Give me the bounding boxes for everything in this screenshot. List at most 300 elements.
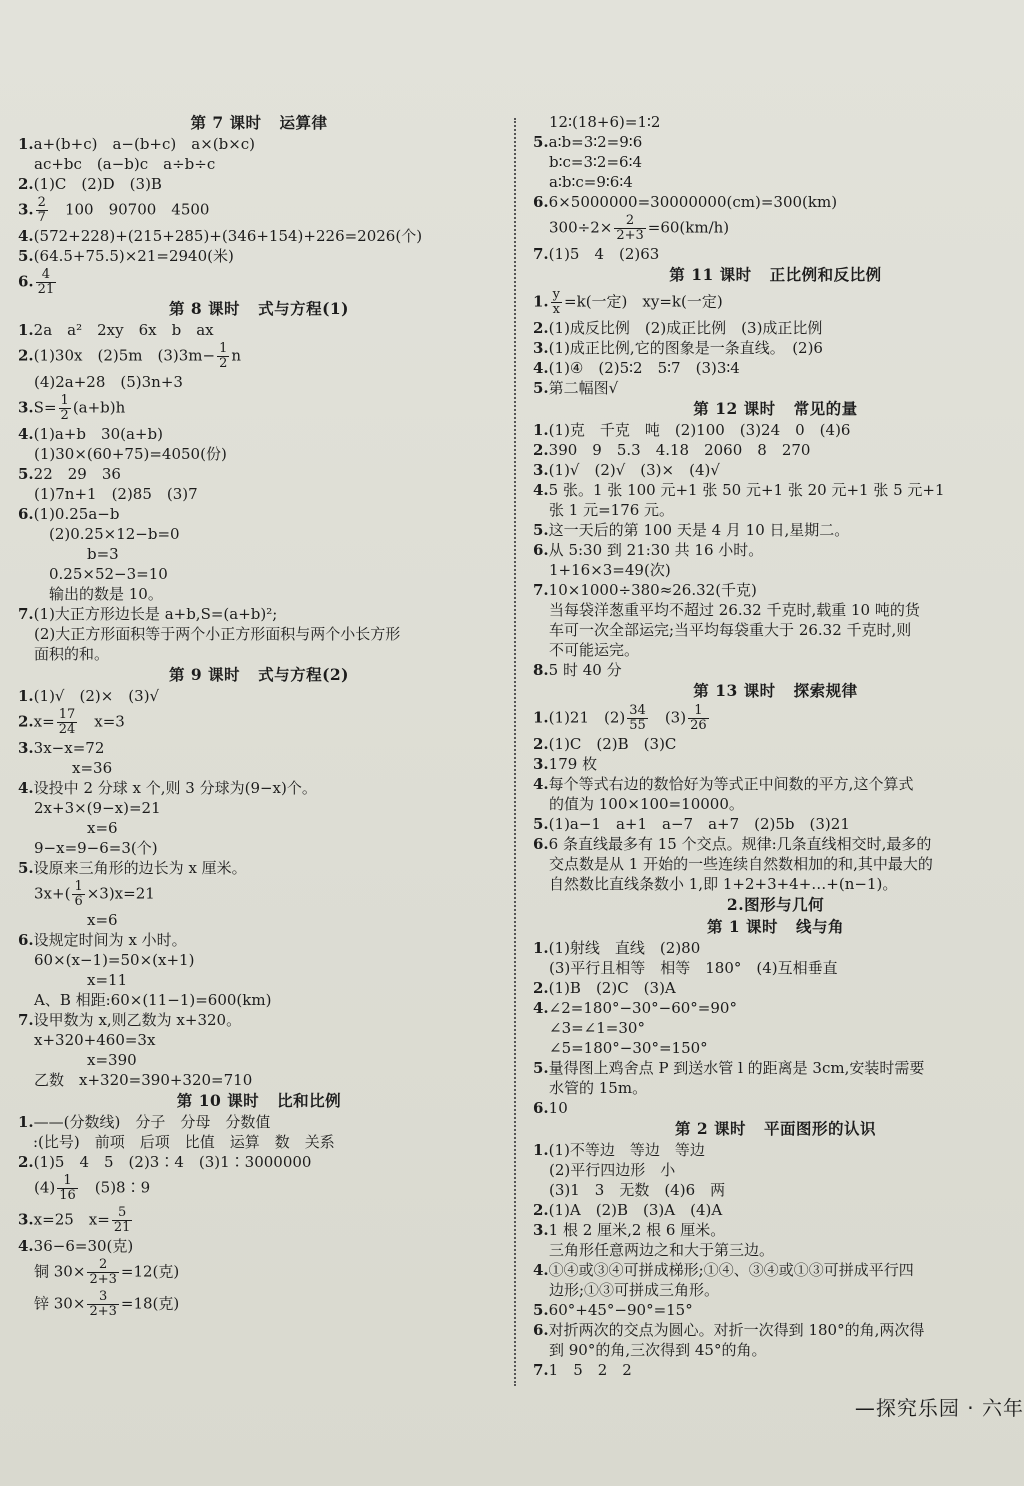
- section-number: 第 8 课时: [168, 299, 241, 318]
- question-number: 6.: [533, 1321, 549, 1339]
- question-number: 1.: [18, 321, 34, 339]
- answer-line: [18, 154, 500, 174]
- section-heading: [533, 1118, 1018, 1140]
- question-number: 5.: [18, 247, 34, 265]
- answer-text: 0.25×52−3=10: [34, 565, 168, 583]
- answer-text: 设原来三角形的边长为 x 厘米。: [33, 859, 247, 877]
- question-number: 5.: [533, 379, 549, 397]
- section-title: 式与方程(1): [258, 299, 350, 318]
- answer-line: [18, 564, 500, 584]
- answer-line: [18, 930, 500, 950]
- fraction-denominator: 2+3: [89, 1272, 117, 1287]
- section-title: 常见的量: [793, 399, 858, 418]
- answer-line: [18, 686, 500, 706]
- answer-line: [533, 500, 1018, 520]
- question-number: 1.: [18, 135, 34, 153]
- answer-line: [18, 464, 500, 484]
- section-title: 比和比例: [277, 1091, 342, 1110]
- answer-line: [533, 600, 1018, 620]
- answer-line: [18, 320, 500, 340]
- answer-text: 自然数比直线条数小 1,即 1+2+3+4+…+(n−1)。: [549, 875, 898, 893]
- answer-line: [18, 1236, 500, 1256]
- answer-text: ∠5=180°−30°=150°: [549, 1039, 708, 1057]
- fraction-numerator: 1: [74, 879, 83, 894]
- question-number: 7.: [18, 605, 34, 623]
- answer-text: (1)B (2)C (3)A: [548, 979, 676, 997]
- section-number: 第 2 课时: [674, 1119, 747, 1138]
- answer-text: 60×(x−1)=50×(x+1): [34, 951, 195, 969]
- answer-line: [533, 212, 1018, 244]
- answer-text: 设规定时间为 x 小时。: [33, 931, 187, 949]
- answer-text: 水管的 15m。: [549, 1079, 648, 1097]
- answer-text: (4): [34, 1178, 56, 1197]
- question-number: 5.: [18, 859, 34, 877]
- answer-line: [533, 998, 1018, 1018]
- fraction-denominator: 2+3: [89, 1304, 117, 1319]
- answer-line: [18, 758, 500, 778]
- answer-line: [18, 174, 500, 194]
- answer-line: [18, 624, 500, 644]
- answer-text: (1)7n+1 (2)85 (3)7: [34, 485, 198, 503]
- answer-line: [533, 1140, 1018, 1160]
- answer-line: [533, 978, 1018, 998]
- section-title: 式与方程(2): [258, 665, 350, 684]
- answer-text: 100 90700 4500: [49, 200, 210, 219]
- answer-line: [18, 1172, 500, 1204]
- section-number: 第 9 课时: [168, 665, 241, 684]
- answer-line: [18, 1204, 500, 1236]
- answer-text: =12(克): [120, 1262, 180, 1281]
- question-number: 3.: [533, 1221, 549, 1239]
- answer-text: (3): [649, 708, 687, 727]
- answer-text: =18(克): [120, 1294, 180, 1313]
- question-number: 2.: [533, 735, 549, 753]
- answer-line: [18, 644, 500, 664]
- fraction-numerator: 1: [219, 341, 228, 356]
- answer-text: (1)A (2)B (3)A (4)A: [548, 1201, 723, 1219]
- answer-text: (2)大正方形面积等于两个小正方形面积与两个小长方形: [34, 625, 401, 643]
- answer-line: [18, 194, 500, 226]
- answer-text: x=36: [72, 759, 113, 777]
- answer-line: [18, 1288, 500, 1320]
- question-number: 4.: [533, 999, 549, 1017]
- fraction-numerator: 5: [112, 1206, 133, 1221]
- answer-line: [18, 910, 500, 930]
- answer-line: [533, 1360, 1018, 1380]
- answer-line: [18, 738, 500, 758]
- section-number: 第 13 课时: [693, 681, 776, 700]
- answer-text: (1)④ (2)5∶2 5∶7 (3)3∶4: [548, 359, 740, 377]
- fraction-denominator: x: [552, 302, 561, 317]
- fraction: [72, 880, 84, 909]
- fraction-denominator: 16: [59, 1188, 76, 1203]
- answer-line: [18, 706, 500, 738]
- answer-line: [533, 1320, 1018, 1340]
- answer-line: [533, 958, 1018, 978]
- answer-text: x+320+460=3x: [34, 1031, 156, 1049]
- fraction: [59, 394, 71, 423]
- answer-text: 设甲数为 x,则乙数为 x+320。: [33, 1011, 242, 1029]
- answer-text: ac+bc (a−b)c a÷b÷c: [34, 155, 216, 173]
- question-number: 7.: [533, 245, 549, 263]
- answer-line: [18, 1256, 500, 1288]
- question-number: 4.: [18, 1237, 34, 1255]
- answer-text: a∶b∶c=9∶6∶4: [549, 173, 633, 191]
- question-number: 2.: [533, 319, 549, 337]
- answer-line: [533, 854, 1018, 874]
- answer-line: [533, 754, 1018, 774]
- answer-line: [533, 1098, 1018, 1118]
- fraction-numerator: 1: [60, 393, 69, 408]
- fraction-numerator: 17: [58, 707, 76, 722]
- question-number: 1.: [533, 292, 549, 311]
- answer-line: [18, 266, 500, 298]
- answer-text: 12∶(18+6)=1∶2: [549, 113, 661, 131]
- answer-text: 车可一次全部运完;当平均每袋重大于 26.32 千克时,则: [549, 621, 912, 639]
- question-number: 5.: [533, 815, 549, 833]
- answer-text: 设投中 2 分球 x 个,则 3 分球为(9−x)个。: [33, 779, 317, 797]
- answer-text: 的值为 100×100=10000。: [549, 795, 744, 813]
- fraction: [87, 1290, 118, 1319]
- fraction: [217, 342, 229, 371]
- answer-text: 1 根 2 厘米,2 根 6 厘米。: [548, 1221, 726, 1239]
- fraction-numerator: 1: [688, 704, 709, 719]
- answer-line: [533, 286, 1018, 318]
- answer-text: 对折两次的交点为圆心。对折一次得到 180°的角,两次得: [548, 1321, 925, 1339]
- answer-line: [533, 420, 1018, 440]
- question-number: 1.: [533, 421, 549, 439]
- section-title: 线与角: [796, 917, 845, 936]
- answer-text: 面积的和。: [34, 645, 110, 663]
- answer-text: 6×5000000=30000000(cm)=300(km): [548, 193, 838, 211]
- answer-line: [533, 244, 1018, 264]
- section-heading: [533, 398, 1018, 420]
- answer-text: (1)30x (2)5m (3)3m−: [33, 346, 216, 365]
- answer-line: [18, 246, 500, 266]
- question-number: 1.: [533, 708, 549, 727]
- question-number: 3.: [533, 755, 549, 773]
- answer-line: [18, 504, 500, 524]
- answer-line: [18, 1132, 500, 1152]
- answer-text: a∶b=3∶2=9∶6: [548, 133, 643, 151]
- answer-text: :(比号) 前项 后项 比值 运算 数 关系: [18, 1133, 335, 1151]
- answer-text: x=6: [72, 911, 118, 929]
- answer-text: 10×1000÷380≈26.32(千克): [548, 581, 757, 599]
- question-number: 6.: [18, 505, 34, 523]
- answer-text: 输出的数是 10。: [34, 585, 163, 603]
- answer-text: 300÷2×: [549, 218, 613, 237]
- fraction: [627, 704, 648, 733]
- answer-text: (1)成反比例 (2)成正比例 (3)成正比例: [548, 319, 823, 337]
- answer-line: [533, 172, 1018, 192]
- section-heading: [533, 264, 1018, 286]
- question-number: 2.: [18, 712, 34, 731]
- question-number: 3.: [18, 1210, 34, 1229]
- question-number: 2.: [533, 1201, 549, 1219]
- answer-text: 5 时 40 分: [548, 661, 622, 679]
- answer-text: 铜 30×: [34, 1262, 86, 1281]
- answer-text: 边形;①③可拼成三角形。: [549, 1281, 720, 1299]
- answer-text: (1)克 千克 吨 (2)100 (3)24 0 (4)6: [548, 421, 851, 439]
- question-number: 4.: [18, 227, 34, 245]
- answer-text: A、B 相距:60×(11−1)=600(km): [34, 991, 272, 1009]
- question-number: 6.: [533, 193, 549, 211]
- fraction: [688, 704, 709, 733]
- answer-line: [18, 1030, 500, 1050]
- answer-line: [533, 1078, 1018, 1098]
- answer-line: [533, 560, 1018, 580]
- answer-line: [533, 540, 1018, 560]
- left-column: [18, 112, 500, 1320]
- question-number: 7.: [533, 581, 549, 599]
- fraction-denominator: 26: [690, 718, 707, 733]
- answer-line: [18, 392, 500, 424]
- answer-line: [18, 1112, 500, 1132]
- section-number: 第 12 课时: [693, 399, 776, 418]
- answer-text: x=390: [72, 1051, 137, 1069]
- answer-text: (2)0.25×12−b=0: [34, 525, 180, 543]
- answer-text: =60(km/h): [647, 218, 730, 237]
- answer-line: [18, 372, 500, 392]
- question-number: 3.: [18, 398, 34, 417]
- fraction: [112, 1206, 133, 1235]
- answer-text: (1)0.25a−b: [33, 505, 120, 523]
- answer-text: (1)成正比例,它的图象是一条直线。 (2)6: [548, 339, 823, 357]
- question-number: 3.: [18, 200, 34, 219]
- fraction: [551, 288, 562, 317]
- answer-line: [533, 152, 1018, 172]
- answer-line: [18, 424, 500, 444]
- answer-text: 第二幅图√: [548, 379, 619, 397]
- question-number: 4.: [533, 1261, 549, 1279]
- answer-line: [533, 1240, 1018, 1260]
- answer-text: =k(一定) xy=k(一定): [564, 292, 723, 311]
- answer-line: [533, 580, 1018, 600]
- footer-book-title: —探究乐园 · 六年: [854, 1396, 1024, 1420]
- answer-line: [18, 858, 500, 878]
- answer-line: [18, 1050, 500, 1070]
- question-number: 3.: [533, 461, 549, 479]
- answer-text: (3)平行且相等 相等 180° (4)互相垂直: [549, 959, 838, 977]
- answer-text: 交点数是从 1 开始的一些连续自然数相加的和,其中最大的: [549, 855, 933, 873]
- answer-line: [533, 378, 1018, 398]
- fraction: [57, 708, 78, 737]
- answer-line: [18, 818, 500, 838]
- answer-text: S=: [33, 398, 57, 417]
- fraction-numerator: 4: [36, 268, 57, 283]
- answer-text: 2x+3×(9−x)=21: [34, 799, 161, 817]
- answer-line: [18, 970, 500, 990]
- answer-text: 179 枚: [548, 755, 598, 773]
- fraction: [614, 214, 645, 243]
- fraction-denominator: 6: [74, 894, 83, 909]
- answer-line: [533, 938, 1018, 958]
- answer-line: [533, 1058, 1018, 1078]
- answer-line: [18, 226, 500, 246]
- answer-text: n: [231, 346, 242, 365]
- question-number: 6.: [18, 272, 34, 291]
- section-heading: [533, 680, 1018, 702]
- answer-text: (1)a−1 a+1 a−7 a+7 (2)5b (3)21: [548, 815, 850, 833]
- answer-text: 从 5:30 到 21:30 共 16 小时。: [548, 541, 764, 559]
- answer-line: [533, 734, 1018, 754]
- fraction-numerator: 1: [57, 1174, 78, 1189]
- answer-text: 这一天后的第 100 天是 4 月 10 日,星期二。: [548, 521, 850, 539]
- answer-line: [533, 1280, 1018, 1300]
- section-heading: [533, 894, 1018, 916]
- answer-line: [533, 774, 1018, 794]
- answer-line: [533, 132, 1018, 152]
- question-number: 5.: [18, 465, 34, 483]
- question-number: 4.: [533, 775, 549, 793]
- answer-text: (4)2a+28 (5)3n+3: [34, 373, 183, 391]
- answer-line: [18, 778, 500, 798]
- answer-line: [533, 1180, 1018, 1200]
- answer-text: x=3: [79, 712, 125, 731]
- answer-text: 10: [548, 1099, 568, 1117]
- answer-text: 5 张。1 张 100 元+1 张 50 元+1 张 20 元+1 张 5 元+1: [548, 481, 945, 499]
- question-number: 1.: [533, 1141, 549, 1159]
- answer-line: [533, 338, 1018, 358]
- question-number: 3.: [18, 739, 34, 757]
- question-number: 5.: [533, 133, 549, 151]
- answer-line: [533, 1200, 1018, 1220]
- question-number: 4.: [533, 359, 549, 377]
- answer-line: [18, 1152, 500, 1172]
- answer-text: (1)21 (2): [548, 708, 626, 727]
- answer-text: (5)8∶9: [79, 1178, 151, 1197]
- answer-line: [533, 874, 1018, 894]
- answer-line: [533, 1220, 1018, 1240]
- answer-text: (1)√ (2)√ (3)× (4)√: [548, 461, 720, 479]
- answer-line: [533, 620, 1018, 640]
- answer-line: [533, 702, 1018, 734]
- answer-line: [533, 440, 1018, 460]
- answer-text: x=6: [72, 819, 118, 837]
- section-heading: [533, 916, 1018, 938]
- answer-text: ——(分数线) 分子 分母 分数值: [33, 1113, 271, 1131]
- answer-text: x=: [33, 712, 55, 731]
- section-number: 第 7 课时: [190, 113, 262, 132]
- answer-line: [18, 524, 500, 544]
- answer-line: [18, 444, 500, 464]
- answer-line: [533, 480, 1018, 500]
- answer-line: [533, 112, 1018, 132]
- fraction-numerator: 2: [614, 214, 645, 229]
- answer-text: 1+16×3=49(次): [549, 561, 671, 579]
- question-number: 1.: [533, 939, 549, 957]
- answer-text: 6 条直线最多有 15 个交点。规律:几条直线相交时,最多的: [548, 835, 932, 853]
- answer-text: 量得图上鸡舍点 P 到送水管 l 的距离是 3cm,安装时需要: [548, 1059, 925, 1077]
- answer-line: [533, 520, 1018, 540]
- section-title: 正比例和反比例: [769, 265, 882, 284]
- answer-text: a+(b+c) a−(b+c) a×(b×c): [33, 135, 256, 153]
- answer-text: ×3)x=21: [86, 884, 155, 903]
- answer-text: 22 29 36: [33, 465, 121, 483]
- answer-text: (1)5 4 5 (2)3∶4 (3)1∶3000000: [33, 1153, 312, 1171]
- answer-text: 锌 30×: [34, 1294, 86, 1313]
- answer-line: [533, 834, 1018, 854]
- answer-text: 2a a² 2xy 6x b ax: [33, 321, 214, 339]
- answer-line: [18, 340, 500, 372]
- fraction-denominator: 55: [629, 718, 646, 733]
- answer-text: b∶c=3∶2=6∶4: [549, 153, 643, 171]
- section-heading: [18, 664, 500, 686]
- answer-line: [533, 1340, 1018, 1360]
- fraction: [36, 196, 48, 225]
- answer-line: [533, 640, 1018, 660]
- answer-text: (2)平行四边形 小: [549, 1161, 676, 1179]
- fraction-denominator: 7: [37, 210, 46, 225]
- answer-text: (572+228)+(215+285)+(346+154)+226=2026(个): [33, 227, 423, 245]
- question-number: 8.: [533, 661, 549, 679]
- fraction-denominator: 21: [113, 1220, 131, 1235]
- answer-line: [18, 134, 500, 154]
- question-number: 2.: [533, 979, 549, 997]
- question-number: 6.: [18, 931, 34, 949]
- question-number: 6.: [533, 1099, 549, 1117]
- section-number: 2.图形与几何: [726, 895, 825, 914]
- answer-text: 1 5 2 2: [548, 1361, 632, 1379]
- answer-line: [18, 990, 500, 1010]
- fraction-numerator: 2: [37, 195, 46, 210]
- question-number: 3.: [533, 339, 549, 357]
- fraction-numerator: 2: [87, 1258, 118, 1273]
- question-number: 7.: [533, 1361, 549, 1379]
- question-number: 4.: [18, 425, 34, 443]
- column-divider: [514, 118, 516, 1386]
- question-number: 7.: [18, 1011, 34, 1029]
- answer-line: [18, 1070, 500, 1090]
- answer-text: b=3: [72, 545, 119, 563]
- answer-line: [533, 814, 1018, 834]
- answer-line: [18, 838, 500, 858]
- fraction-numerator: y: [552, 287, 561, 302]
- fraction: [36, 268, 57, 297]
- fraction-denominator: 24: [58, 722, 76, 737]
- answer-line: [18, 484, 500, 504]
- answer-text: (a+b)h: [72, 398, 126, 417]
- question-number: 2.: [18, 1153, 34, 1171]
- answer-text: (3)1 3 无数 (4)6 两: [549, 1181, 726, 1199]
- section-heading: [18, 298, 500, 320]
- fraction: [57, 1174, 78, 1203]
- answer-line: [533, 1018, 1018, 1038]
- answer-line: [533, 660, 1018, 680]
- section-title: 平面图形的认识: [764, 1119, 877, 1138]
- question-number: 1.: [18, 687, 34, 705]
- answer-text: 到 90°的角,三次得到 45°的角。: [549, 1341, 767, 1359]
- answer-text: 每个等式右边的数恰好为等式正中间数的平方,这个算式: [548, 775, 914, 793]
- answer-text: 当每袋洋葱重平均不超过 26.32 千克时,载重 10 吨的货: [549, 601, 920, 619]
- question-number: 5.: [533, 521, 549, 539]
- answer-text: (1)大正方形边长是 a+b,S=(a+b)²;: [33, 605, 278, 623]
- answer-text: (1)C (2)D (3)B: [33, 175, 162, 193]
- answer-text: x=25 x=: [33, 1210, 110, 1229]
- fraction-numerator: 34: [629, 703, 646, 718]
- question-number: 6.: [533, 541, 549, 559]
- question-number: 1.: [18, 1113, 34, 1131]
- answer-text: (1)射线 直线 (2)80: [548, 939, 701, 957]
- answer-line: [18, 604, 500, 624]
- answer-text: ①④或③④可拼成梯形;①④、③④或①③可拼成平行四: [548, 1261, 914, 1279]
- question-number: 5.: [533, 1059, 549, 1077]
- answer-text: 36−6=30(克): [33, 1237, 134, 1255]
- question-number: 2.: [18, 346, 34, 365]
- fraction-denominator: 2+3: [616, 228, 644, 243]
- section-title: 运算律: [279, 113, 328, 132]
- answer-text: (1)a+b 30(a+b): [33, 425, 163, 443]
